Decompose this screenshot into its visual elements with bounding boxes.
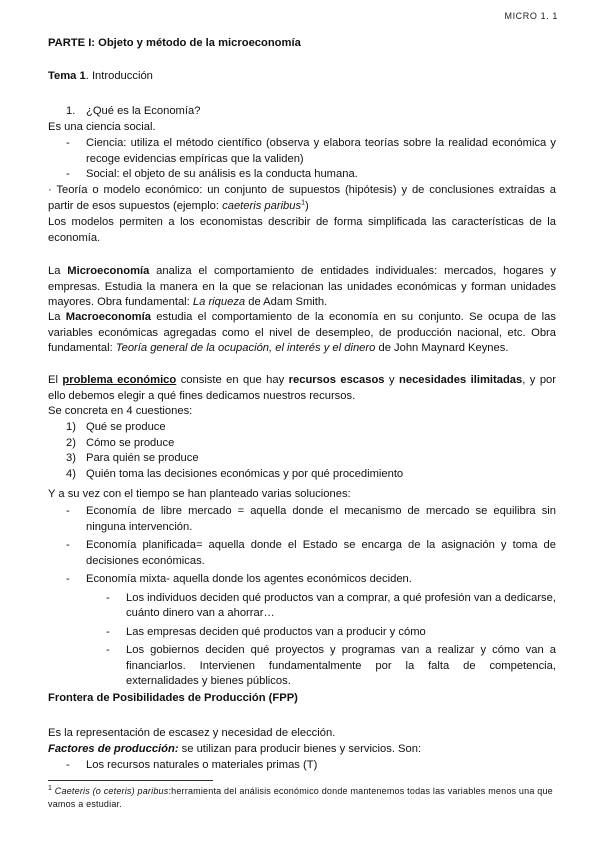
macro-book: Teoría general de la ocupación, el interés y el dinero [115, 342, 376, 354]
sub-list-item-text: Los gobiernos deciden qué proyectos y programas van a realizar y cómo van a financiarlos. Intervienen fundamentalmente por la falta de competencia, externalidades y bienes públicos. [126, 644, 556, 687]
factores-term: Factores de producción: [48, 743, 179, 755]
macro-text: estudia el comportamiento de la economía en su conjunto. Se ocupa de las variables económicas agregadas como el nivel de desempleo, de producción nacional, etc. Obra fundamental: [48, 311, 556, 354]
factores-list [48, 758, 556, 774]
item-text: Quién toma las decisiones económicas y por qué procedimiento [86, 467, 404, 480]
list-item [48, 538, 556, 569]
footnote-term: Caeteris (o ceteris) paribus [54, 786, 169, 796]
micro-term: Microeconomía [67, 265, 150, 277]
item-number: 3) [66, 452, 76, 464]
micro-book: La riqueza [192, 296, 246, 308]
item-text: Cómo se produce [86, 436, 175, 449]
soluciones-line: Y a su vez con el tiempo se han planteado varias soluciones: [48, 488, 351, 500]
modelos-paragraph: Los modelos permiten a los economistas describir de forma simplificada las características de la economía. [48, 216, 556, 244]
footnote-text: :herramienta del análisis económico donde mantenemos todas las variables menos una que vamos a estudiar. [48, 786, 553, 809]
problema-mid1: consiste en que hay [176, 374, 289, 386]
fpp-definition: Es la representación de escasez y necesidad de elección. [48, 727, 336, 739]
footnote-ref: 1 [301, 198, 306, 206]
teoria-text: · Teoría o modelo económico: un conjunto de supuestos (hipótesis) y de conclusiones extraídas a partir de esos supuestos (ejemplo: [48, 184, 556, 212]
list-item-text: Economía de libre mercado = aquella donde el mecanismo de mercado se equilibra sin ninguna intervención. [86, 505, 556, 533]
list-item [48, 758, 556, 774]
tema-title [48, 69, 556, 85]
macro-pre: La [48, 311, 66, 323]
list-item [48, 136, 556, 167]
problema-pre: El [48, 374, 63, 386]
concreta-line: Se concreta en 4 cuestiones: [48, 405, 193, 417]
macro-post: de John Maynard Keynes. [375, 342, 509, 354]
list-item [48, 436, 556, 452]
factores-text: se utilizan para producir bienes y servicios. Son: [178, 743, 422, 755]
teoria-italic: caeteris paribus [222, 199, 302, 212]
question-number: 1. [66, 105, 76, 117]
micro-pre: La [48, 265, 68, 277]
item-text: Para quién se produce [86, 452, 199, 464]
list-item-text: Economía planificada= aquella donde el Estado se encarga de la asignación y toma de decisiones económicas. [86, 539, 556, 567]
item-number: 2) [66, 436, 76, 449]
factores-line [48, 742, 556, 758]
tema-label: Tema 1 [48, 70, 86, 82]
dash-bullet: - [106, 591, 110, 604]
dash-bullet: - [106, 644, 110, 656]
cuestiones-list [48, 420, 556, 482]
sub-list-item [48, 625, 556, 641]
question-1 [48, 104, 556, 120]
teoria-close: ) [305, 199, 309, 212]
list-item-text: Social: el objeto de su análisis es la conducta humana. [86, 168, 358, 180]
sub-list-item-text: Las empresas deciden qué productos van a producir y cómo [126, 625, 426, 638]
footnote [48, 785, 556, 811]
item-number: 1) [66, 421, 76, 433]
sub-list-item [48, 643, 556, 690]
dash-bullet: - [66, 759, 70, 771]
dash-bullet: - [106, 625, 110, 638]
problema-post: , y por ello debemos elegir a qué fines dedicamos nuestros recursos. [48, 374, 556, 402]
list-item [48, 572, 556, 588]
dash-bullet: - [66, 137, 70, 149]
footnote-number: 1 [48, 785, 53, 792]
social-science-list [48, 136, 556, 183]
page-header-code: MICRO 1. 1 [504, 11, 558, 21]
list-item-text: Ciencia: utiliza el método científico (observa y elabora teorías sobre la realidad económica y recoge evidencias empíricas que la validen) [86, 137, 556, 165]
fpp-title: Frontera de Posibilidades de Producción (FPP) [48, 692, 298, 704]
footnote-separator [48, 780, 213, 781]
problema-paragraph [48, 373, 556, 404]
sub-list-item-text: Los individuos deciden qué productos van a comprar, a qué profesión van a dedicarse, cuánto dinero van a ahorrar… [126, 591, 556, 619]
list-item [48, 451, 556, 467]
economias-list [48, 504, 556, 690]
question-text: ¿Qué es la Economía? [86, 105, 201, 117]
necesidades-ilimitadas: necesidades ilimitadas [399, 374, 523, 386]
list-item [48, 467, 556, 483]
problema-mid2: y [384, 374, 400, 386]
dash-bullet: - [66, 168, 70, 180]
macro-term: Macroeconomía [65, 311, 151, 323]
teoria-paragraph [48, 183, 556, 214]
micro-text: analiza el comportamiento de entidades individuales: mercados, hogares y empresas. Estudia la manera en la que se relacionan las unidades económicas y forman unidades mayores. Obra fundamental: [48, 265, 556, 308]
dash-bullet: - [66, 505, 70, 517]
problema-term: problema económico [62, 374, 177, 386]
dash-bullet: - [66, 573, 70, 585]
tema-rest: . Introducción [85, 70, 153, 82]
item-number: 4) [66, 467, 76, 480]
item-text: Qué se produce [86, 421, 166, 433]
list-item [48, 504, 556, 535]
list-item-text: Los recursos naturales o materiales primas (T) [86, 759, 318, 771]
list-item [48, 167, 556, 183]
micro-paragraph [48, 264, 556, 311]
list-item [48, 420, 556, 436]
sub-list-item [48, 591, 556, 622]
part-title: PARTE I: Objeto y método de la microeconomía [48, 37, 301, 49]
macro-paragraph [48, 310, 556, 357]
dash-bullet: - [66, 539, 70, 551]
recursos-escasos: recursos escasos [288, 374, 385, 386]
list-item-text: Economía mixta- aquella donde los agentes económicos deciden. [86, 573, 412, 585]
social-science-line: Es una ciencia social. [48, 121, 156, 133]
micro-post: de Adam Smith. [245, 296, 328, 308]
